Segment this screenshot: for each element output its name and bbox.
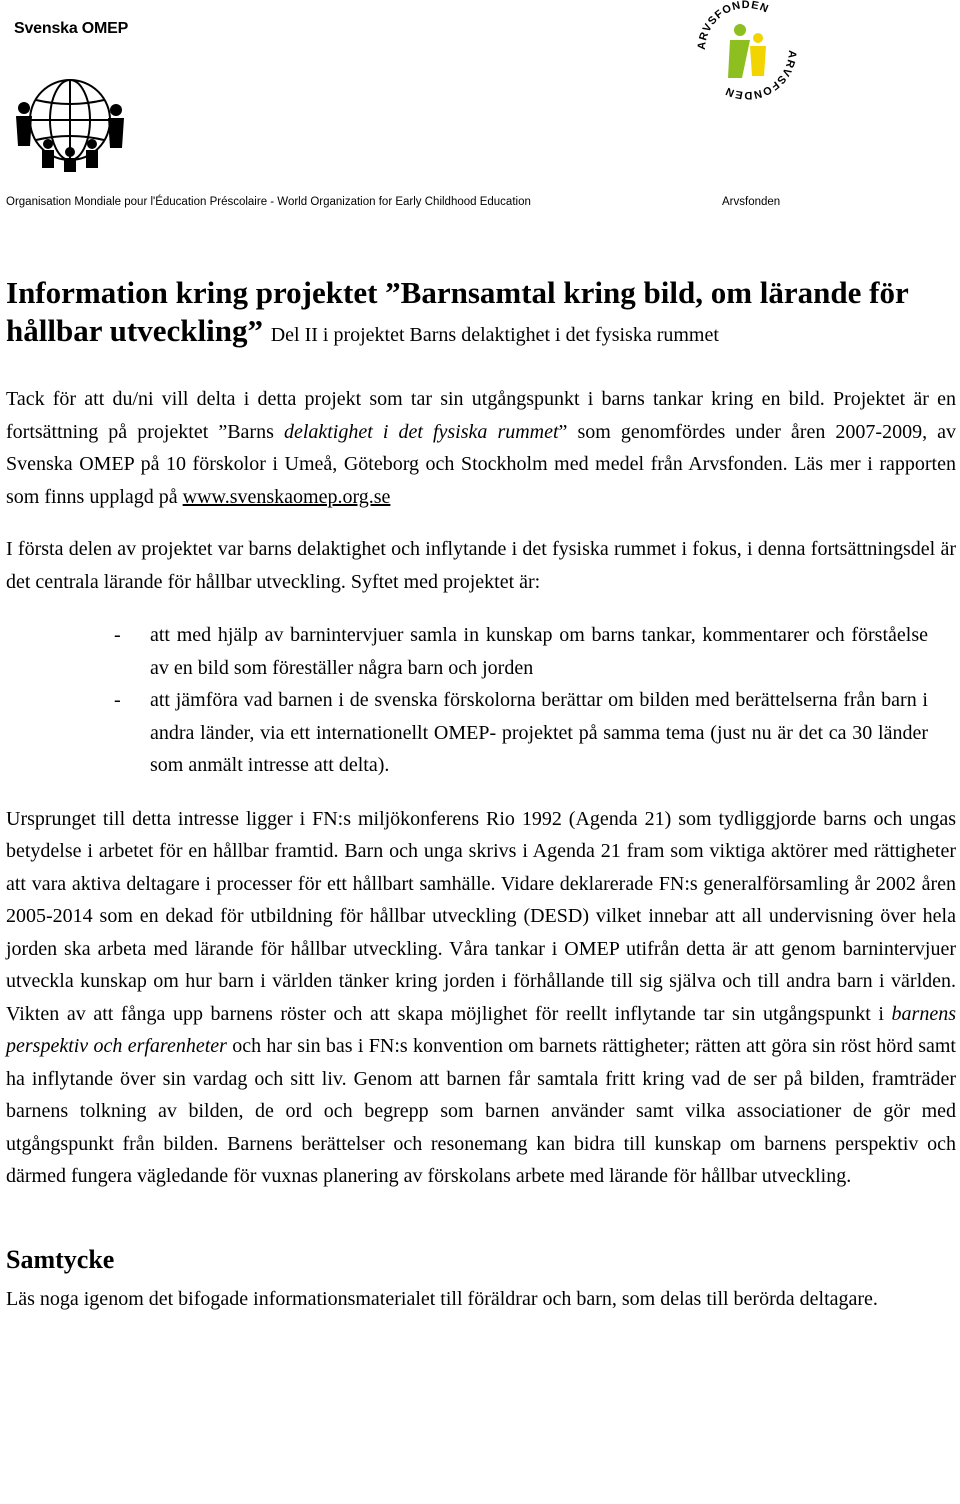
intro-paragraph [6, 383, 956, 513]
samtycke-paragraph: Läs noga igenom det bifogade informationsmaterialet till föräldrar och barn, som delas till berörda deltagare. [6, 1287, 878, 1310]
arvsfonden-logo [692, 0, 802, 105]
tagline-arvsfonden: Arvsfonden [722, 196, 781, 208]
omep-globe-logo [8, 72, 128, 177]
list-item [6, 684, 956, 782]
purpose-list [6, 619, 956, 782]
bullet-dash: - [114, 689, 121, 711]
intro-italic: delaktighet i det fysiska rummet [283, 420, 559, 443]
arvsfonden-ring-text: ARVSFONDEN [695, 0, 771, 51]
title-main: Information kring projektet ”Barnsamtal kring bild, om lärande för hållbar utveckling” [6, 275, 909, 348]
list-item-text: att med hjälp av barnintervjuer samla in kunskap om barns tankar, kommentarer och förståelse av en bild som föreställer några barn och jorden [150, 624, 928, 679]
purpose-paragraph: I första delen av projektet var barns delaktighet och inflytande i det fysiska rummet i fokus, i denna fortsättningsdel är det centrala lärande för hållbar utveckling. Syftet med projektet är: [6, 538, 956, 593]
document-body [6, 274, 956, 1315]
website-link[interactable]: www.svenskaomep.org.se [182, 485, 391, 508]
list-item-text: att jämföra vad barnen i de svenska förskolorna berättar om bilden med berättelserna från barn i andra länder, via ett internationellt OMEP- projektet på samma tema (just nu är det ca 30 länder som anmält intresse att delta). [150, 689, 928, 776]
background-paragraph [6, 803, 956, 1193]
background-text-a: Ursprunget till detta intresse ligger i FN:s miljökonferens Rio 1992 (Agenda 21) som tydliggjorde barns och ungas betydelse i arbetet för en hållbar framtid. Barn och unga skrivs i Agenda 21 fram som viktiga aktörer med rättigheter att vara aktiva deltagare i processer för ett hållbart samhälle. Vidare deklarerade FN:s generalförsamling år 2002 åren 2005-2014 som en dekad för utbildning för hållbar utveckling (DESD) vilket innebar att all undervisning över hela jorden ska arbeta med lärande för hållbar utveckling. Våra tankar i OMEP utifrån detta är att genom barnintervjuer utveckla kunskap om hur barn i världen tänker kring jorden i förhållande till sig själva och till andra barn i världen. Vikten av att fånga upp barnens röster och att skapa möjlighet för reellt inflytande tar sin utgångspunkt i [6, 807, 956, 1025]
background-italic: barnens perspektiv och erfarenheter [6, 1002, 956, 1057]
intro-text-b: ” som genomfördes under åren 2007-2009, av Svenska OMEP på 10 förskolor i Umeå, Göteborg och Stockholm med medel från Arvsfonden. Läs mer i rapporten som finns upplagd på [6, 420, 956, 508]
tagline-omep: Organisation Mondiale pour l'Éducation Préscolaire - World Organization for Early Childhood Education [6, 196, 531, 208]
arvsfonden-ring-text-2: ARVSFONDEN [723, 49, 799, 100]
document-title [6, 274, 956, 354]
list-item [6, 619, 956, 684]
title-subtitle: Del II i projektet Barns delaktighet i det fysiska rummet [270, 324, 719, 346]
bullet-dash: - [114, 624, 121, 646]
samtycke-heading: Samtycke [6, 1244, 115, 1274]
org-name: Svenska OMEP [14, 20, 129, 37]
intro-text-a: Tack för att du/ni vill delta i detta projekt som tar sin utgångspunkt i barns tankar kring en bild. Projektet är en fortsättning på projektet ”Barns [6, 388, 956, 443]
background-text-b: och har sin bas i FN:s konvention om barnets rättigheter; rätten att göra sin röst hörd samt ha inflytande över sin vardag och sitt liv. Genom att barnen får samtala fritt kring vad de ser på bilden, framträder barnens tolkning av bilden, de ord och begrepp som barnen använder samt vilka associationer de gör med utgångspunkt från bilden. Barnens berättelser och resonemang kan bidra till kunskap om barnens perspektiv och därmed fungera vägledande för vuxnas planering av förskolans arbete med lärande för hållbar utveckling. [6, 1035, 956, 1187]
